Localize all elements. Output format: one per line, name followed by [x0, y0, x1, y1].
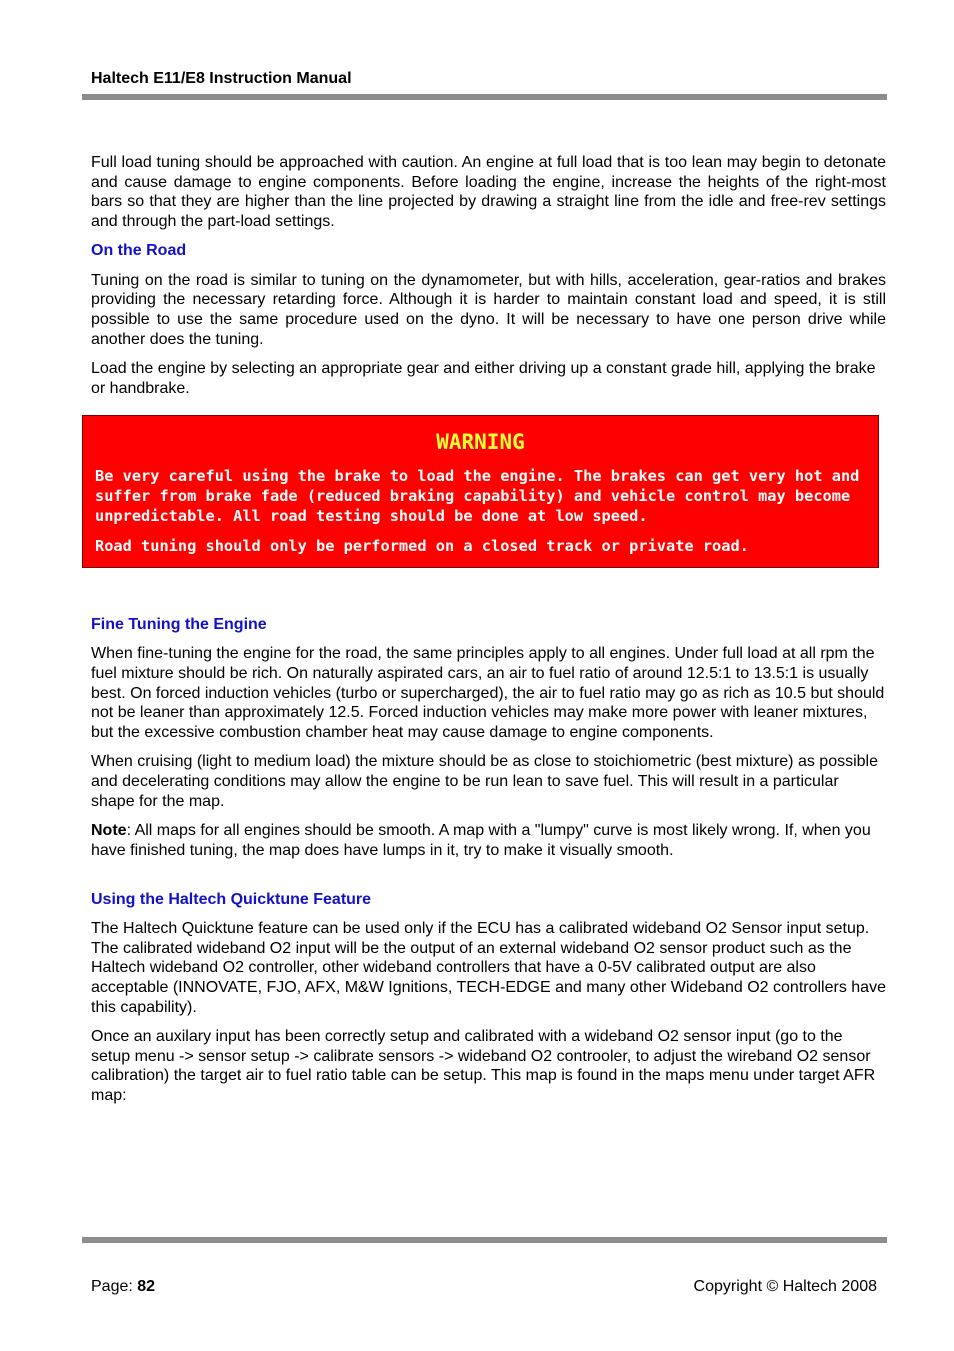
quicktune-paragraph-1: The Haltech Quicktune feature can be used only if the ECU has a calibrated wideband O2 Sensor input setup. The calibrated wideband O2 input will be the output of an external wideband O2 sensor product such as the Haltech wideband O2 controller, other wideband controllers that have a 0-5V calibrated output are also acceptable (INNOVATE, FJO, AFX, M&W Ignitions, TECH-EDGE and many other Wideband O2 controllers have this capability).: [91, 919, 886, 1016]
fine-tuning-paragraph-2: When cruising (light to medium load) the mixture should be as close to stoichiometric (best mixture) as possible and decelerating conditions may allow the engine to be run lean to save fuel. This will result in a particular shape for the map.: [91, 753, 878, 810]
footer-page: [91, 1278, 155, 1296]
spacer: [91, 870, 886, 890]
page-number: 82: [137, 1278, 156, 1295]
footer-rule: [82, 1237, 887, 1243]
warning-body: [95, 466, 870, 566]
section-heading-fine-tuning: Fine Tuning the Engine: [91, 616, 267, 633]
section-heading-on-the-road: On the Road: [91, 242, 187, 260]
warning-paragraph-2: Road tuning should only be performed on a closed track or private road.: [95, 537, 749, 555]
main-content-bottom: [91, 615, 886, 1115]
page-label: Page:: [91, 1278, 138, 1295]
warning-box: [82, 415, 879, 568]
intro-paragraph: Full load tuning should be approached with caution. An engine at full load that is too lean may begin to detonate and cause damage to engine components. Before loading the engine, increase the heights of the right-most bars so that they are higher than the line projected by drawing a straight line from the idle and free-rev settings and through the part-load settings.: [91, 154, 886, 231]
main-content-top: [91, 153, 886, 408]
fine-tuning-paragraph-1: When fine-tuning the engine for the road, the same principles apply to all engines. Under full load at all rpm the fuel mixture should be rich. On naturally aspirated cars, an air to fuel ratio of around 12.5:1 to 13.5:1 is usually best. On forced induction vehicles (turbo or supercharged), the air to fuel ratio may go as rich as 10.5 but should not be leaner than approximately 12.5. Forced induction vehicles may make more power with leaner mixtures, but the excessive combustion chamber heat may cause damage to engine components.: [91, 645, 885, 742]
note-label: Note: [91, 821, 127, 839]
note-text: : All maps for all engines should be smooth. A map with a "lumpy" curve is most likely wrong. If, when you have finished tuning, the map does have lumps in it, try to make it visually smooth.: [91, 821, 871, 859]
warning-paragraph-1: Be very careful using the brake to load the engine. The brakes can get very hot and suffer from brake fade (reduced braking capability) and vehicle control may become unpredictable. All road testing should be done at low speed.: [95, 467, 860, 525]
page-header-title: Haltech E11/E8 Instruction Manual: [91, 70, 352, 87]
footer-copyright: Copyright © Haltech 2008: [693, 1278, 877, 1295]
note-paragraph: [91, 821, 886, 860]
road-paragraph-2: Load the engine by selecting an appropriate gear and either driving up a constant grade hill, applying the brake or handbrake.: [91, 359, 876, 397]
header-rule: [82, 94, 887, 100]
road-paragraph-1: Tuning on the road is similar to tuning on the dynamometer, but with hills, acceleration, gear-ratios and brakes providing the necessary retarding force. Although it is harder to maintain constant load and speed, it is still possible to use the same procedure used on the dyno. It will be necessary to have one person drive while another does the tuning.: [91, 271, 886, 348]
warning-title: WARNING: [436, 430, 525, 454]
section-heading-quicktune: Using the Haltech Quicktune Feature: [91, 890, 372, 908]
quicktune-paragraph-2: Once an auxilary input has been correctly setup and calibrated with a wideband O2 sensor input (go to the setup menu -> sensor setup -> calibrate sensors -> wideband O2 controoler, to adjust the wireband O2 sensor calibration) the target air to fuel ratio table can be setup. This map is found in the maps menu under target AFR map:: [91, 1027, 876, 1105]
